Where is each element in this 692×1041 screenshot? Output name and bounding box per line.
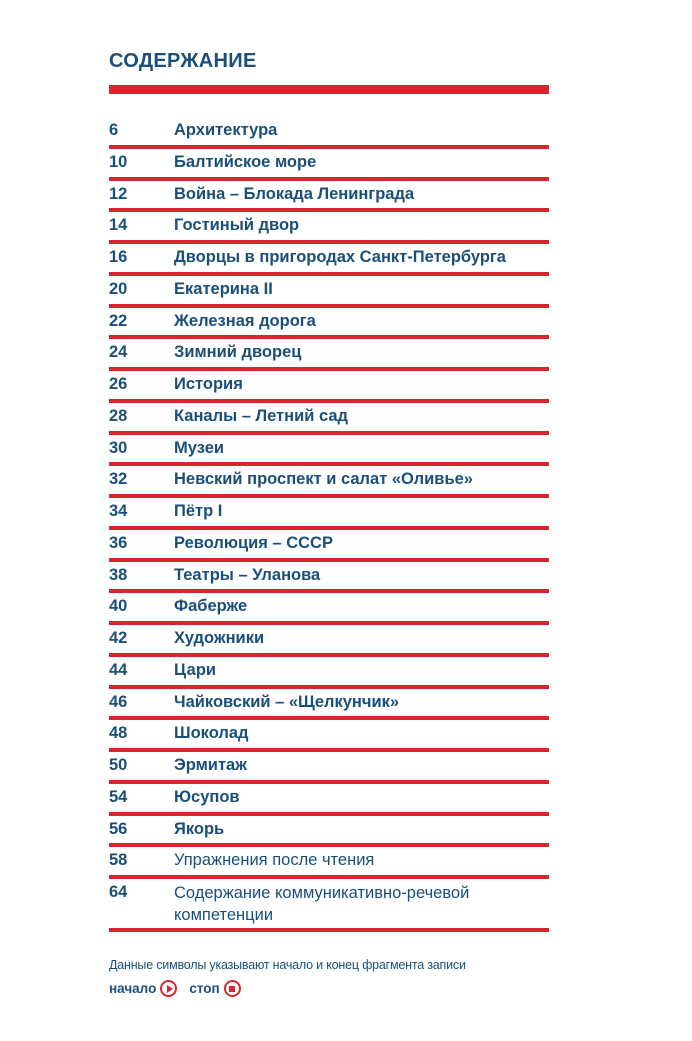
toc-row[interactable] [109, 149, 549, 181]
toc-page-number: 24 [109, 343, 128, 362]
toc-row[interactable] [109, 689, 549, 721]
toc-page-number: 48 [109, 724, 128, 743]
toc-title: Художники [174, 629, 265, 647]
toc-title: Гостиный двор [174, 216, 300, 235]
toc-page-number: 14 [109, 216, 128, 235]
toc-page-number: 56 [109, 819, 128, 838]
toc-row[interactable] [109, 720, 549, 752]
toc-page-number: 50 [109, 756, 128, 774]
toc-page-number: 30 [109, 438, 128, 457]
toc-page-number: 16 [109, 248, 128, 266]
toc-row[interactable] [109, 498, 549, 530]
toc-title: Архитектура [174, 121, 278, 139]
toc-page-number: 36 [109, 533, 128, 552]
toc-row[interactable] [109, 562, 549, 594]
title-divider [109, 85, 549, 94]
toc-row[interactable] [109, 308, 549, 340]
toc-page-number: 40 [109, 597, 128, 616]
toc-row[interactable] [109, 212, 549, 244]
row-divider [109, 928, 549, 932]
toc-page-number: 54 [109, 787, 128, 806]
toc-title: Цари [174, 660, 217, 679]
toc-page-number: 22 [109, 311, 128, 330]
toc-title: Железная дорога [174, 311, 316, 330]
toc-page-number: 26 [109, 375, 128, 393]
stop-label: стоп [189, 981, 220, 996]
toc-page-number: 20 [109, 279, 128, 298]
toc-title: Театры – Уланова [174, 565, 321, 584]
toc-row[interactable] [109, 276, 549, 308]
audio-legend [109, 980, 253, 997]
toc-row[interactable] [109, 403, 549, 435]
toc-row[interactable] [109, 530, 549, 562]
toc-title: Упражнения после чтения [174, 851, 375, 870]
play-icon [160, 980, 177, 997]
toc-row[interactable] [109, 593, 549, 625]
toc-title: Каналы – Летний сад [174, 406, 348, 425]
start-label: начало [109, 981, 157, 996]
toc-title: Балтийское море [174, 152, 317, 171]
toc-row[interactable] [109, 657, 549, 689]
toc-title: Юсупов [174, 787, 240, 806]
toc-title: Музеи [174, 438, 225, 457]
toc-row[interactable] [109, 117, 549, 149]
toc-title: Эрмитаж [174, 756, 247, 774]
toc-title: Невский проспект и салат «Оливье» [174, 470, 473, 489]
toc-page-number: 38 [109, 565, 128, 584]
toc-title: Зимний дворец [174, 343, 302, 362]
toc-title: Содержание коммуникативно-речевой компетенции [174, 884, 470, 924]
toc-page-number: 12 [109, 184, 128, 203]
toc-page-number: 28 [109, 406, 128, 425]
toc-page-number: 32 [109, 470, 128, 489]
toc-row[interactable] [109, 879, 549, 932]
toc-row[interactable] [109, 371, 549, 403]
toc-page-number: 42 [109, 629, 128, 647]
toc-page-number: 64 [109, 883, 128, 901]
toc-row[interactable] [109, 625, 549, 657]
toc-title: Дворцы в пригородах Санкт-Петербурга [174, 248, 506, 266]
toc-page-number: 46 [109, 692, 128, 711]
toc-title: Фаберже [174, 597, 248, 616]
toc-title: Пётр I [174, 502, 223, 520]
toc-row[interactable] [109, 816, 549, 848]
toc-page-number: 6 [109, 121, 119, 139]
toc-title: Шоколад [174, 724, 249, 743]
toc-row[interactable] [109, 339, 549, 371]
toc-row[interactable] [109, 784, 549, 816]
toc-row[interactable] [109, 847, 549, 879]
toc-title: Революция – СССР [174, 533, 333, 552]
stop-icon [224, 980, 241, 997]
toc-page-number: 34 [109, 502, 128, 520]
toc-row[interactable] [109, 466, 549, 498]
toc-row[interactable] [109, 752, 549, 784]
toc-title: Екатерина II [174, 279, 273, 298]
toc-title: Война – Блокада Ленинграда [174, 184, 415, 203]
toc-row[interactable] [109, 435, 549, 467]
legend-note: Данные символы указывают начало и конец фрагмента записи [109, 958, 466, 972]
toc-page-number: 10 [109, 152, 128, 171]
toc-title: Якорь [174, 819, 225, 838]
toc-page-number: 44 [109, 660, 128, 679]
toc-row[interactable] [109, 244, 549, 276]
table-of-contents [109, 117, 549, 932]
toc-title: История [174, 375, 243, 393]
toc-title: Чайковский – «Щелкунчик» [174, 692, 400, 711]
toc-page-number: 58 [109, 851, 128, 870]
page-title: СОДЕРЖАНИЕ [109, 50, 257, 72]
toc-row[interactable] [109, 181, 549, 213]
